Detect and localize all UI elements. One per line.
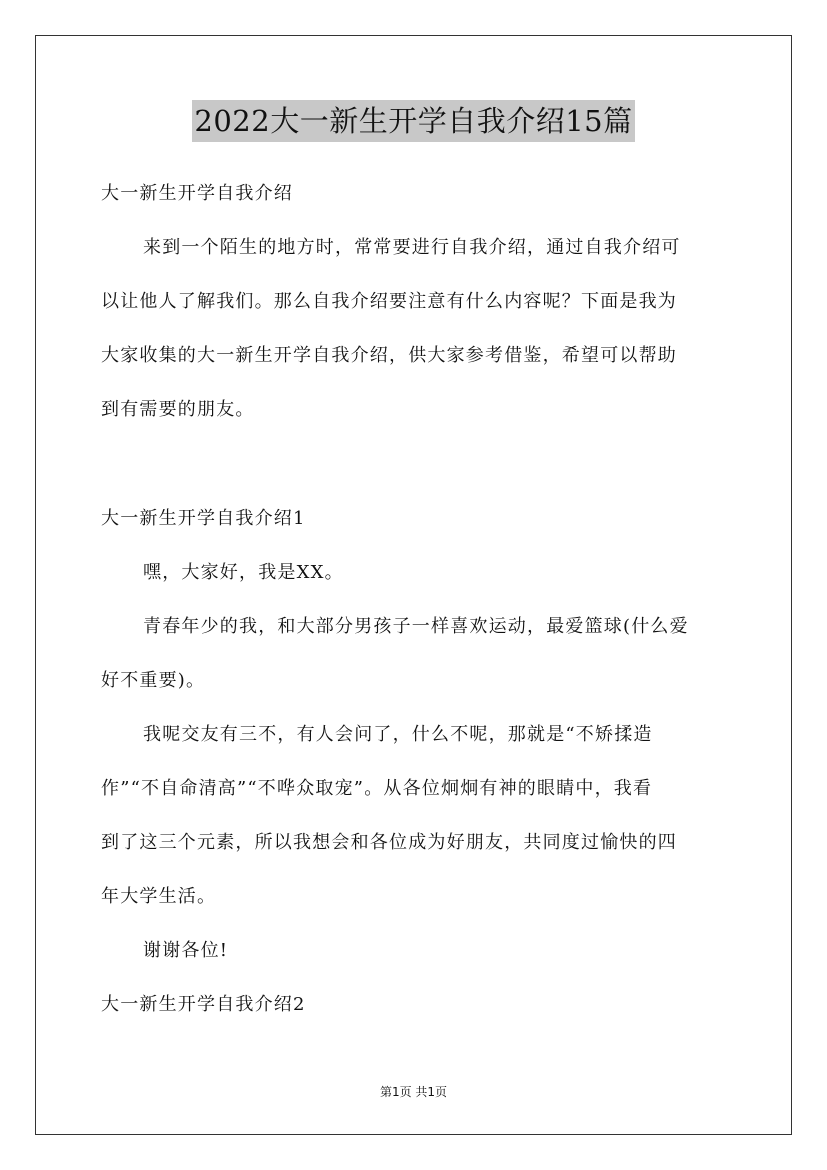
page-footer: 第1页 共1页 xyxy=(379,1085,448,1099)
paragraph-line: 青春年少的我，和大部分男孩子一样喜欢运动，最爱篮球(什么爱 xyxy=(143,616,689,637)
paragraph-line: 嘿，大家好，我是XX。 xyxy=(143,562,344,583)
paragraph-line: 好不重要)。 xyxy=(101,670,206,691)
paragraph-line: 年大学生活。 xyxy=(101,886,217,907)
paragraph-line: 作”“不自命清高”“不哗众取宠”。从各位炯炯有神的眼睛中，我看 xyxy=(101,778,653,799)
section-heading: 大一新生开学自我介绍 xyxy=(101,183,293,204)
title-container xyxy=(0,100,827,142)
paragraph-line: 来到一个陌生的地方时，常常要进行自我介绍，通过自我介绍可 xyxy=(143,237,681,258)
paragraph-line: 谢谢各位! xyxy=(143,940,229,961)
paragraph-line: 我呢交友有三不，有人会问了，什么不呢，那就是“不矫揉造 xyxy=(143,724,653,745)
paragraph-line: 到有需要的朋友。 xyxy=(101,399,255,420)
paragraph-line: 大家收集的大一新生开学自我介绍，供大家参考借鉴，希望可以帮助 xyxy=(101,345,677,366)
section-heading: 大一新生开学自我介绍1 xyxy=(101,508,306,529)
document-body xyxy=(101,167,727,437)
section-heading: 大一新生开学自我介绍2 xyxy=(101,994,306,1015)
document-title: 2022大一新生开学自我介绍15篇 xyxy=(192,100,634,142)
document-body-section-1 xyxy=(101,492,727,1032)
paragraph-line: 以让他人了解我们。那么自我介绍要注意有什么内容呢？下面是我为 xyxy=(101,291,677,312)
paragraph-line: 到了这三个元素，所以我想会和各位成为好朋友，共同度过愉快的四 xyxy=(101,832,677,853)
